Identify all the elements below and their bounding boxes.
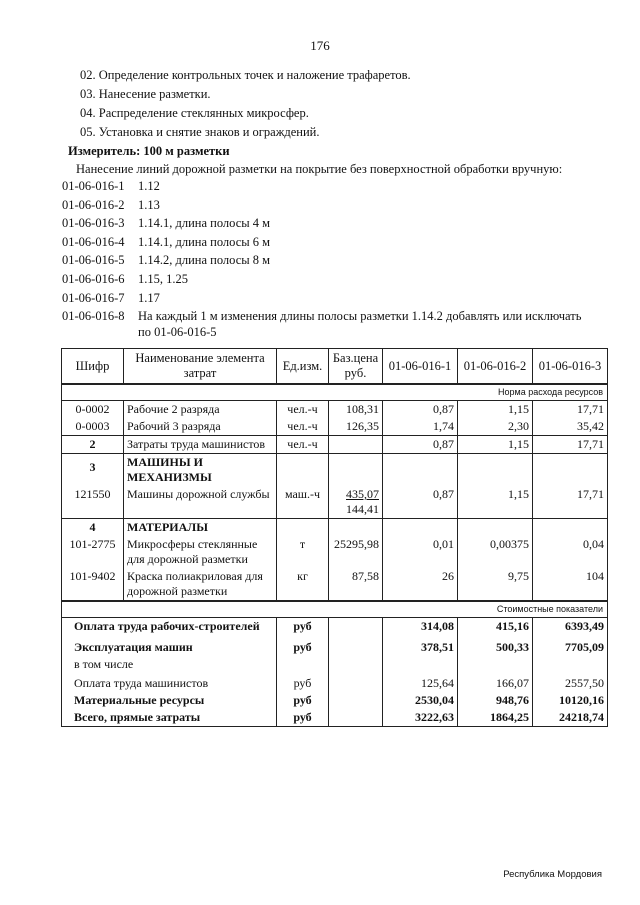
table-row (62, 568, 608, 601)
cost-name: в том числе (62, 656, 277, 673)
cell-unit: чел.-ч (277, 436, 329, 454)
meter-label: Измеритель: 100 м разметки (68, 144, 230, 158)
cell-unit: чел.-ч (277, 418, 329, 436)
page-number: 176 (310, 38, 330, 53)
price-value: 435,07 (346, 487, 379, 501)
cell-empty (383, 519, 458, 537)
cell-code: 101-9402 (62, 568, 124, 601)
cell-v2: 1,15 (458, 486, 533, 519)
cell-v2: 2,30 (458, 418, 533, 436)
cost-v2: 415,16 (458, 618, 533, 636)
cell-empty (533, 519, 608, 537)
cell-empty (458, 519, 533, 537)
cell-empty (277, 519, 329, 537)
cell-name: Машины дорожной службы (124, 486, 277, 519)
cost-name: Всего, прямые затраты (62, 709, 277, 727)
cell-empty (329, 673, 383, 692)
code-desc: 1.15, 1.25 (138, 271, 188, 286)
norm-subheader: Норма расхода ресурсов (62, 384, 608, 401)
code-desc: 1.17 (138, 290, 160, 305)
cost-v3: 2557,50 (533, 673, 608, 692)
cell-name: Микросферы стеклянные для дорожной разметки (124, 536, 277, 568)
norm-subheader-row (62, 384, 608, 401)
price-value-2: 144,41 (346, 502, 379, 516)
code-item (62, 252, 581, 271)
cost-v3: 10120,16 (533, 692, 608, 709)
step-03: 03. Нанесение разметки. (80, 87, 211, 101)
table-row (62, 486, 608, 519)
cost-row-total (62, 709, 608, 727)
cost-v3: 24218,74 (533, 709, 608, 727)
cell-section-title: МАТЕРИАЛЫ (124, 519, 277, 537)
cell-empty (383, 454, 458, 487)
code-id: 01-06-016-1 (62, 179, 125, 193)
cost-v3: 7705,09 (533, 635, 608, 656)
code-desc-continuation: по 01-06-016-5 (138, 324, 217, 339)
cell-v1: 0,87 (383, 436, 458, 454)
cell-empty (329, 618, 383, 636)
footer-region: Республика Мордовия (503, 869, 602, 880)
cost-v2: 500,33 (458, 635, 533, 656)
cost-v2: 948,76 (458, 692, 533, 709)
cell-empty (458, 656, 533, 673)
cost-subheader-row (62, 601, 608, 618)
col-header-price: Баз.цена руб. (329, 349, 383, 385)
cell-code: 0-0003 (62, 418, 124, 436)
table-header-row (62, 349, 608, 385)
cost-v1: 3222,63 (383, 709, 458, 727)
cost-name: Оплата труда машинистов (62, 673, 277, 692)
code-id: 01-06-016-2 (62, 197, 125, 212)
cell-empty (383, 656, 458, 673)
cell-v1: 1,74 (383, 418, 458, 436)
cost-row (62, 635, 608, 656)
cell-empty (329, 635, 383, 656)
cost-unit: руб (277, 673, 329, 692)
cell-v3: 104 (533, 568, 608, 601)
cost-row (62, 618, 608, 636)
cost-v1: 125,64 (383, 673, 458, 692)
cell-name: Краска полиакриловая для дорожной разметки (124, 568, 277, 601)
cell-price (329, 436, 383, 454)
cell-v1: 0,87 (383, 401, 458, 419)
code-id: 01-06-016-6 (62, 271, 125, 286)
cost-name: Эксплуатация машин (62, 635, 277, 656)
cell-unit: т (277, 536, 329, 568)
step-05: 05. Установка и снятие знаков и ограждений. (80, 125, 320, 139)
table-section-row (62, 519, 608, 537)
code-id: 01-06-016-8 (62, 309, 125, 324)
cost-row (62, 656, 608, 673)
cell-price (329, 486, 383, 519)
cell-section-title: МАШИНЫ И МЕХАНИЗМЫ (124, 454, 277, 487)
cost-unit: руб (277, 618, 329, 636)
cell-v2: 9,75 (458, 568, 533, 601)
code-desc: На каждый 1 м изменения длины полосы разметки 1.14.2 добавлять или исключать (138, 309, 582, 324)
table-section-row (62, 454, 608, 487)
cost-unit: руб (277, 635, 329, 656)
cost-unit: руб (277, 709, 329, 727)
code-desc: 1.14.2, длина полосы 8 м (138, 253, 271, 268)
cell-v1: 0,01 (383, 536, 458, 568)
cell-unit: чел.-ч (277, 401, 329, 419)
cell-code: 3 (62, 454, 124, 487)
cell-name: Затраты труда машинистов (124, 436, 277, 454)
table-row (62, 418, 608, 436)
cell-unit: кг (277, 568, 329, 601)
cell-empty (458, 454, 533, 487)
cell-name: Рабочий 3 разряда (124, 418, 277, 436)
code-item (62, 290, 581, 309)
code-id: 01-06-016-5 (62, 253, 125, 268)
col-header-c3: 01-06-016-3 (533, 349, 608, 385)
col-header-unit: Ед.изм. (277, 349, 329, 385)
cell-v1: 26 (383, 568, 458, 601)
cell-code: 101-2775 (62, 536, 124, 568)
cell-empty (329, 519, 383, 537)
cost-v2: 1864,25 (458, 709, 533, 727)
cell-v3: 35,42 (533, 418, 608, 436)
col-header-c1: 01-06-016-1 (383, 349, 458, 385)
code-item (62, 215, 581, 234)
cell-empty (329, 656, 383, 673)
cell-empty (277, 454, 329, 487)
cost-v1: 2530,04 (383, 692, 458, 709)
cell-price: 87,58 (329, 568, 383, 601)
cell-price: 25295,98 (329, 536, 383, 568)
step-04: 04. Распределение стеклянных микросфер. (80, 106, 309, 120)
cell-v2: 1,15 (458, 436, 533, 454)
cell-code: 4 (62, 519, 124, 537)
cost-subheader: Стоимостные показатели (62, 601, 608, 618)
code-item (62, 197, 581, 216)
cost-name: Материальные ресурсы (62, 692, 277, 709)
col-header-code: Шифр (62, 349, 124, 385)
cell-v2: 0,00375 (458, 536, 533, 568)
cell-empty (329, 454, 383, 487)
table-row (62, 436, 608, 454)
cell-v2: 1,15 (458, 401, 533, 419)
cell-v3: 17,71 (533, 401, 608, 419)
cost-v1: 378,51 (383, 635, 458, 656)
code-id: 01-06-016-7 (62, 290, 125, 305)
cell-v3: 0,04 (533, 536, 608, 568)
cost-name: Оплата труда рабочих-строителей (62, 618, 277, 636)
cost-row (62, 673, 608, 692)
cell-unit: маш.-ч (277, 486, 329, 519)
code-desc: 1.14.1, длина полосы 4 м (138, 216, 271, 231)
col-header-name: Наименование элемента затрат (124, 349, 277, 385)
cell-code: 2 (62, 436, 124, 454)
code-item (62, 234, 581, 253)
code-desc: 1.14.1, длина полосы 6 м (138, 234, 271, 249)
work-description: Нанесение линий дорожной разметки на покрытие без поверхностной обработки вручную: (76, 162, 563, 176)
code-desc: 1.12 (138, 179, 160, 193)
cost-v1: 314,08 (383, 618, 458, 636)
cell-empty (533, 454, 608, 487)
step-02: 02. Определение контрольных точек и наложение трафаретов. (80, 68, 411, 82)
cell-v1: 0,87 (383, 486, 458, 519)
cell-empty (329, 709, 383, 727)
code-id: 01-06-016-3 (62, 216, 125, 231)
code-item (62, 271, 581, 290)
col-header-c2: 01-06-016-2 (458, 349, 533, 385)
cell-code: 121550 (62, 486, 124, 519)
code-id: 01-06-016-4 (62, 234, 125, 249)
cost-unit: руб (277, 692, 329, 709)
cost-v3: 6393,49 (533, 618, 608, 636)
table-row (62, 536, 608, 568)
code-item (62, 178, 581, 197)
code-list (62, 178, 581, 342)
cell-v3: 17,71 (533, 486, 608, 519)
cell-code: 0-0002 (62, 401, 124, 419)
cell-empty (329, 692, 383, 709)
cell-price: 126,35 (329, 418, 383, 436)
cost-v2: 166,07 (458, 673, 533, 692)
cell-price: 108,31 (329, 401, 383, 419)
resource-table (61, 348, 608, 727)
cell-v3: 17,71 (533, 436, 608, 454)
cell-empty (533, 656, 608, 673)
cell-name: Рабочие 2 разряда (124, 401, 277, 419)
code-desc: 1.13 (138, 197, 160, 212)
table-row (62, 401, 608, 419)
cost-row (62, 692, 608, 709)
cell-empty (277, 656, 329, 673)
